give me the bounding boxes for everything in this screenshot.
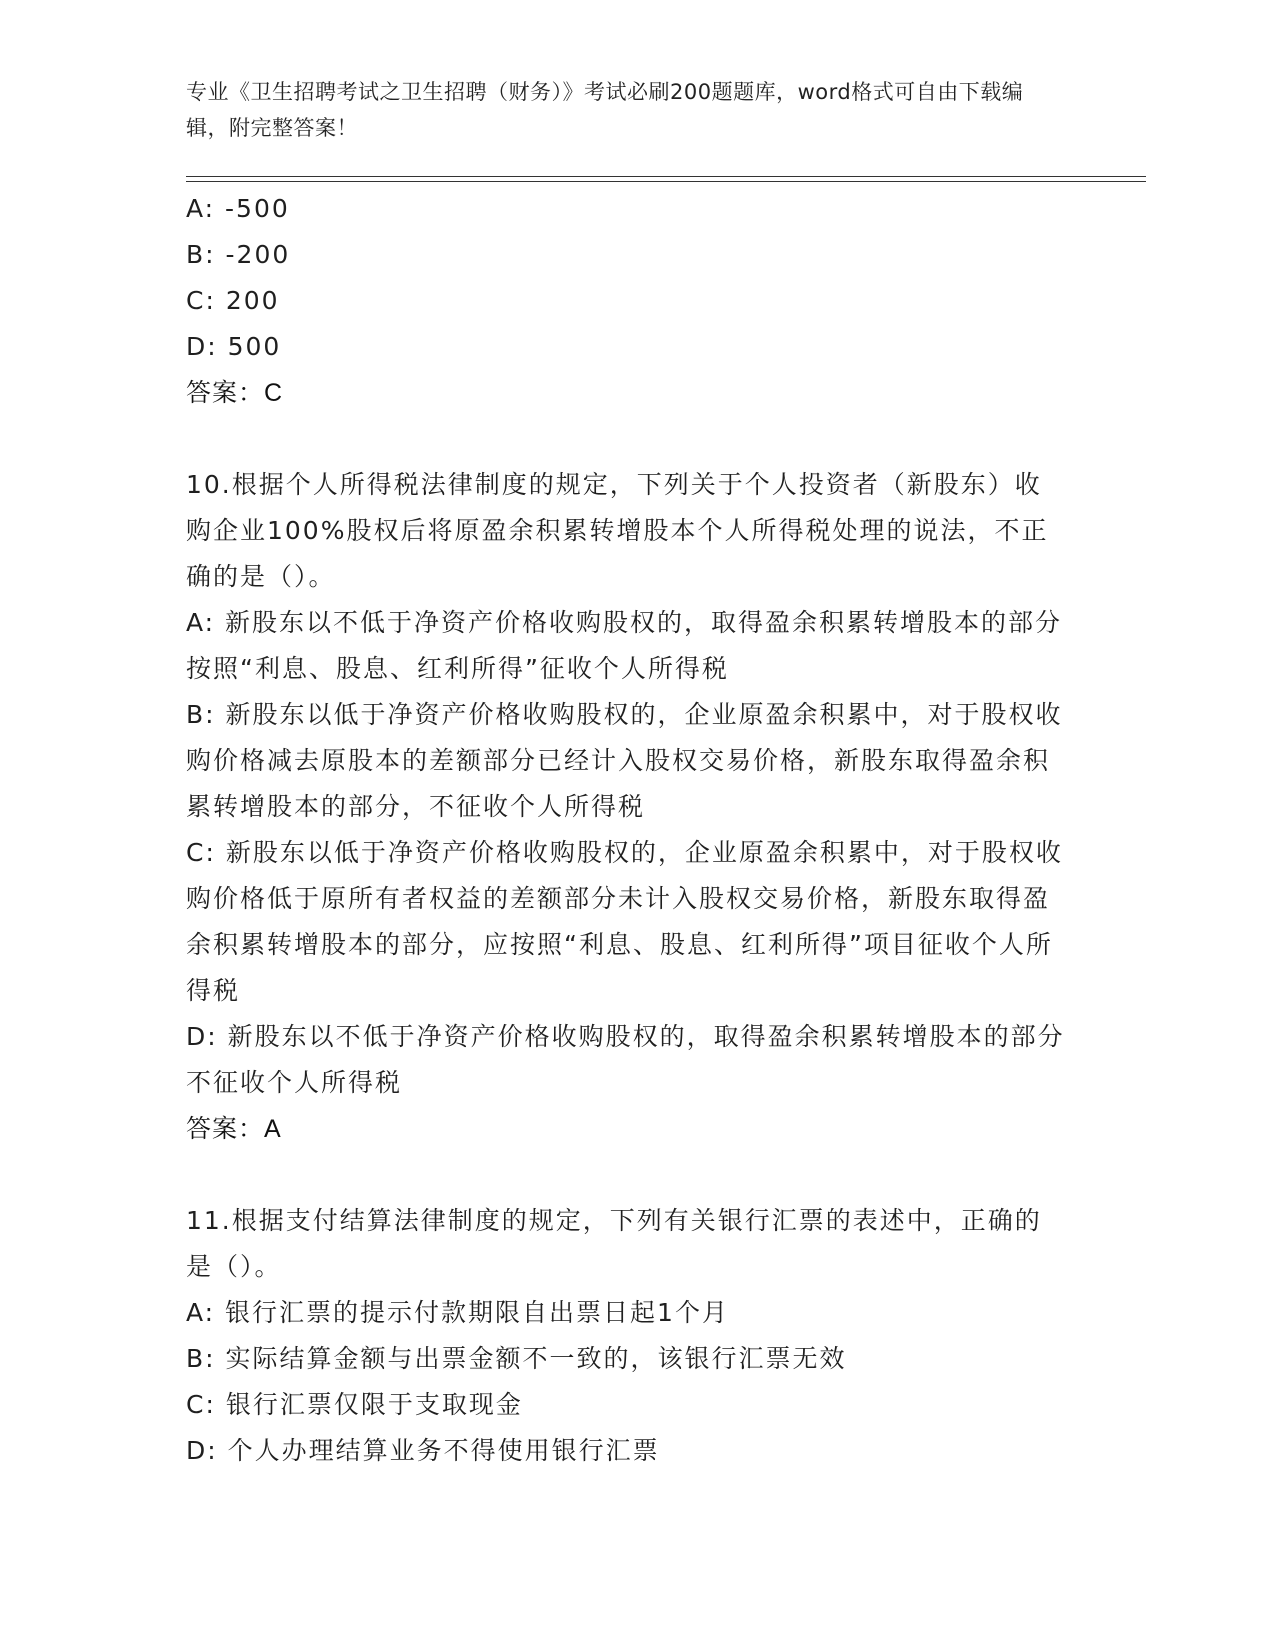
- question-9: [186, 186, 1066, 416]
- option-a: A: 银行汇票的提示付款期限自出票日起1个月: [186, 1298, 729, 1327]
- option-a: A: 新股东以不低于净资产价格收购股权的，取得盈余积累转增股本的部分按照“利息、股息、红利所得”征收个人所得税: [186, 608, 1063, 683]
- header-rule-top: [186, 176, 1146, 177]
- option-b: B: 新股东以低于净资产价格收购股权的，企业原盈余积累中，对于股权收购价格减去原股本的差额部分已经计入股权交易价格，新股东取得盈余积累转增股本的部分，不征收个人所得税: [186, 700, 1063, 821]
- answer: 答案：A: [186, 1115, 282, 1143]
- question-stem: 11.根据支付结算法律制度的规定，下列有关银行汇票的表述中，正确的是（）。: [186, 1206, 1042, 1281]
- spacer: [186, 1152, 1066, 1198]
- option-d: D: 500: [186, 332, 282, 361]
- option-c: C: 200: [186, 286, 280, 315]
- document-header: 专业《卫生招聘考试之卫生招聘（财务）》考试必刷200题题库，word格式可自由下载编辑，附完整答案！: [186, 80, 1024, 140]
- option-d: D: 新股东以不低于净资产价格收购股权的，取得盈余积累转增股本的部分不征收个人所得税: [186, 1022, 1065, 1097]
- option-a: A: -500: [186, 194, 290, 223]
- option-d: D: 个人办理结算业务不得使用银行汇票: [186, 1436, 660, 1465]
- option-c: C: 银行汇票仅限于支取现金: [186, 1390, 523, 1419]
- spacer: [186, 416, 1066, 462]
- option-b: B: 实际结算金额与出票金额不一致的，该银行汇票无效: [186, 1344, 847, 1373]
- header-rule-bottom: [186, 181, 1146, 182]
- question-stem: 10.根据个人所得税法律制度的规定，下列关于个人投资者（新股东）收购企业100%股权后将原盈余积累转增股本个人所得税处理的说法，不正确的是（）。: [186, 470, 1049, 591]
- option-c: C: 新股东以低于净资产价格收购股权的，企业原盈余积累中，对于股权收购价格低于原所有者权益的差额部分未计入股权交易价格，新股东取得盈余积累转增股本的部分，应按照“利息、股息、红利所得”项目征收个人所得税: [186, 838, 1063, 1005]
- option-b: B: -200: [186, 240, 291, 269]
- question-11: [186, 1198, 1066, 1474]
- question-10: [186, 462, 1066, 1152]
- question-content: [186, 186, 1066, 1474]
- answer: 答案：C: [186, 379, 284, 407]
